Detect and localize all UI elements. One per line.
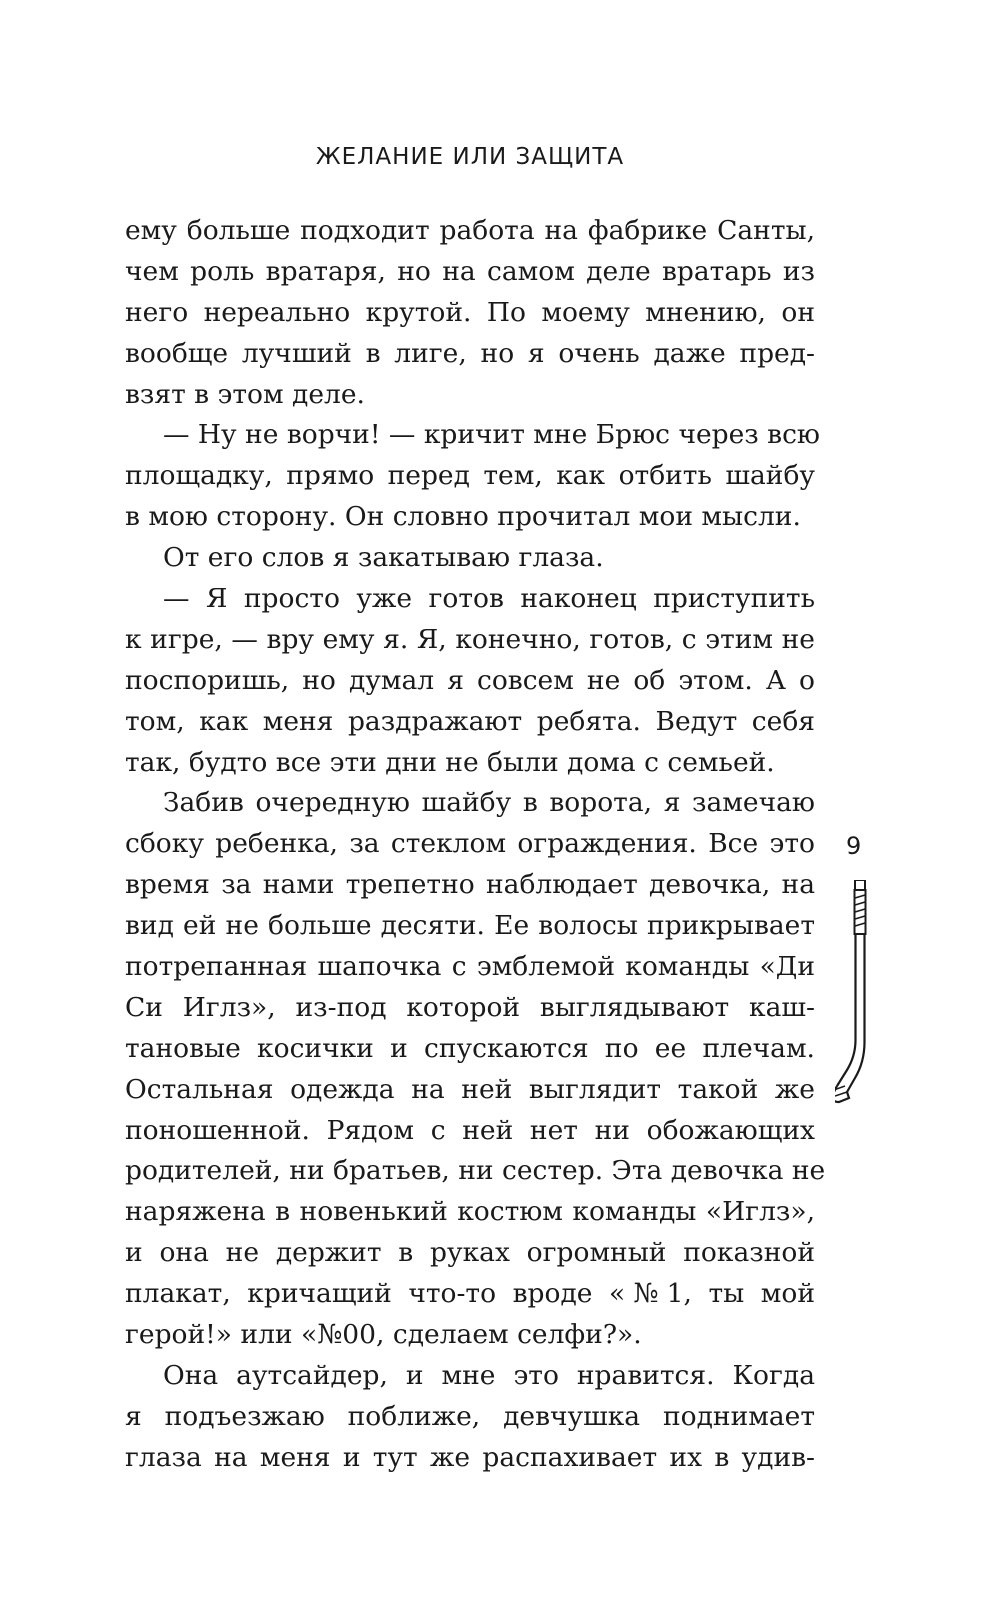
- text-line: время за нами трепетно наблюдает девочка, на: [125, 869, 815, 901]
- text-line: потрепанная шапочка с эмблемой команды «Ди: [125, 951, 815, 983]
- text-line: Забив очередную шайбу в ворота, я замечаю: [163, 787, 815, 819]
- text-line: вообще лучший в лиге, но я очень даже пред-: [125, 337, 815, 369]
- text-line: От его слов я закатываю глаза.: [163, 542, 604, 574]
- text-line: площадку, прямо перед тем, как отбить шайбу: [125, 460, 815, 492]
- text-line: к игре, — вру ему я. Я, конечно, готов, с этим не: [125, 623, 815, 655]
- text-line: взят в этом деле.: [125, 378, 365, 410]
- text-line: герой!» или «№00, сделаем селфи?».: [125, 1319, 642, 1351]
- text-line: чем роль вратаря, но на самом деле вратарь из: [125, 255, 815, 287]
- page-number: 9: [846, 832, 862, 860]
- text-line: поспоришь, но думал я совсем не об этом. А о: [125, 664, 815, 696]
- text-line: сбоку ребенка, за стеклом ограждения. Все это: [125, 828, 815, 860]
- text-line: ему больше подходит работа на фабрике Санты,: [125, 215, 815, 246]
- text-line: Остальная одежда на ней выглядит такой же: [125, 1073, 815, 1105]
- text-line: Си Иглз», из-под которой выглядывают каш-: [125, 991, 815, 1023]
- text-line: глаза на меня и тут же распахивает их в удив-: [125, 1441, 815, 1473]
- hockey-stick-icon: [835, 880, 895, 1140]
- running-head-title: ЖЕЛАНИЕ ИЛИ ЗАЩИТА: [315, 144, 625, 170]
- text-line: так, будто все эти дни не были дома с семьей.: [125, 746, 775, 778]
- text-line: тановые косички и спускаются по ее плечам.: [125, 1032, 815, 1064]
- text-line: поношенной. Рядом с ней нет ни обожающих: [125, 1114, 815, 1146]
- text-line: вид ей не больше десяти. Ее волосы прикрывает: [125, 910, 815, 942]
- text-line: — Я просто уже готов наконец приступить: [163, 583, 815, 615]
- body-text: [125, 211, 826, 1479]
- text-line: в мою сторону. Он словно прочитал мои мысли.: [125, 501, 801, 533]
- text-line: наряжена в новенький костюм команды «Иглз»,: [125, 1196, 815, 1228]
- text-line: — Ну не ворчи! — кричит мне Брюс через всю: [163, 419, 821, 451]
- text-line: Она аутсайдер, и мне это нравится. Когда: [163, 1359, 815, 1391]
- text-line: плакат, кричащий что-то вроде «№1, ты мой: [125, 1278, 815, 1310]
- text-line: него нереально крутой. По моему мнению, он: [125, 296, 815, 328]
- text-line: и она не держит в руках огромный показной: [125, 1237, 815, 1269]
- text-line: я подъезжаю поближе, девчушка поднимает: [125, 1400, 815, 1432]
- text-line: том, как меня раздражают ребята. Ведут себя: [125, 705, 815, 737]
- text-line: родителей, ни братьев, ни сестер. Эта девочка не: [125, 1155, 826, 1187]
